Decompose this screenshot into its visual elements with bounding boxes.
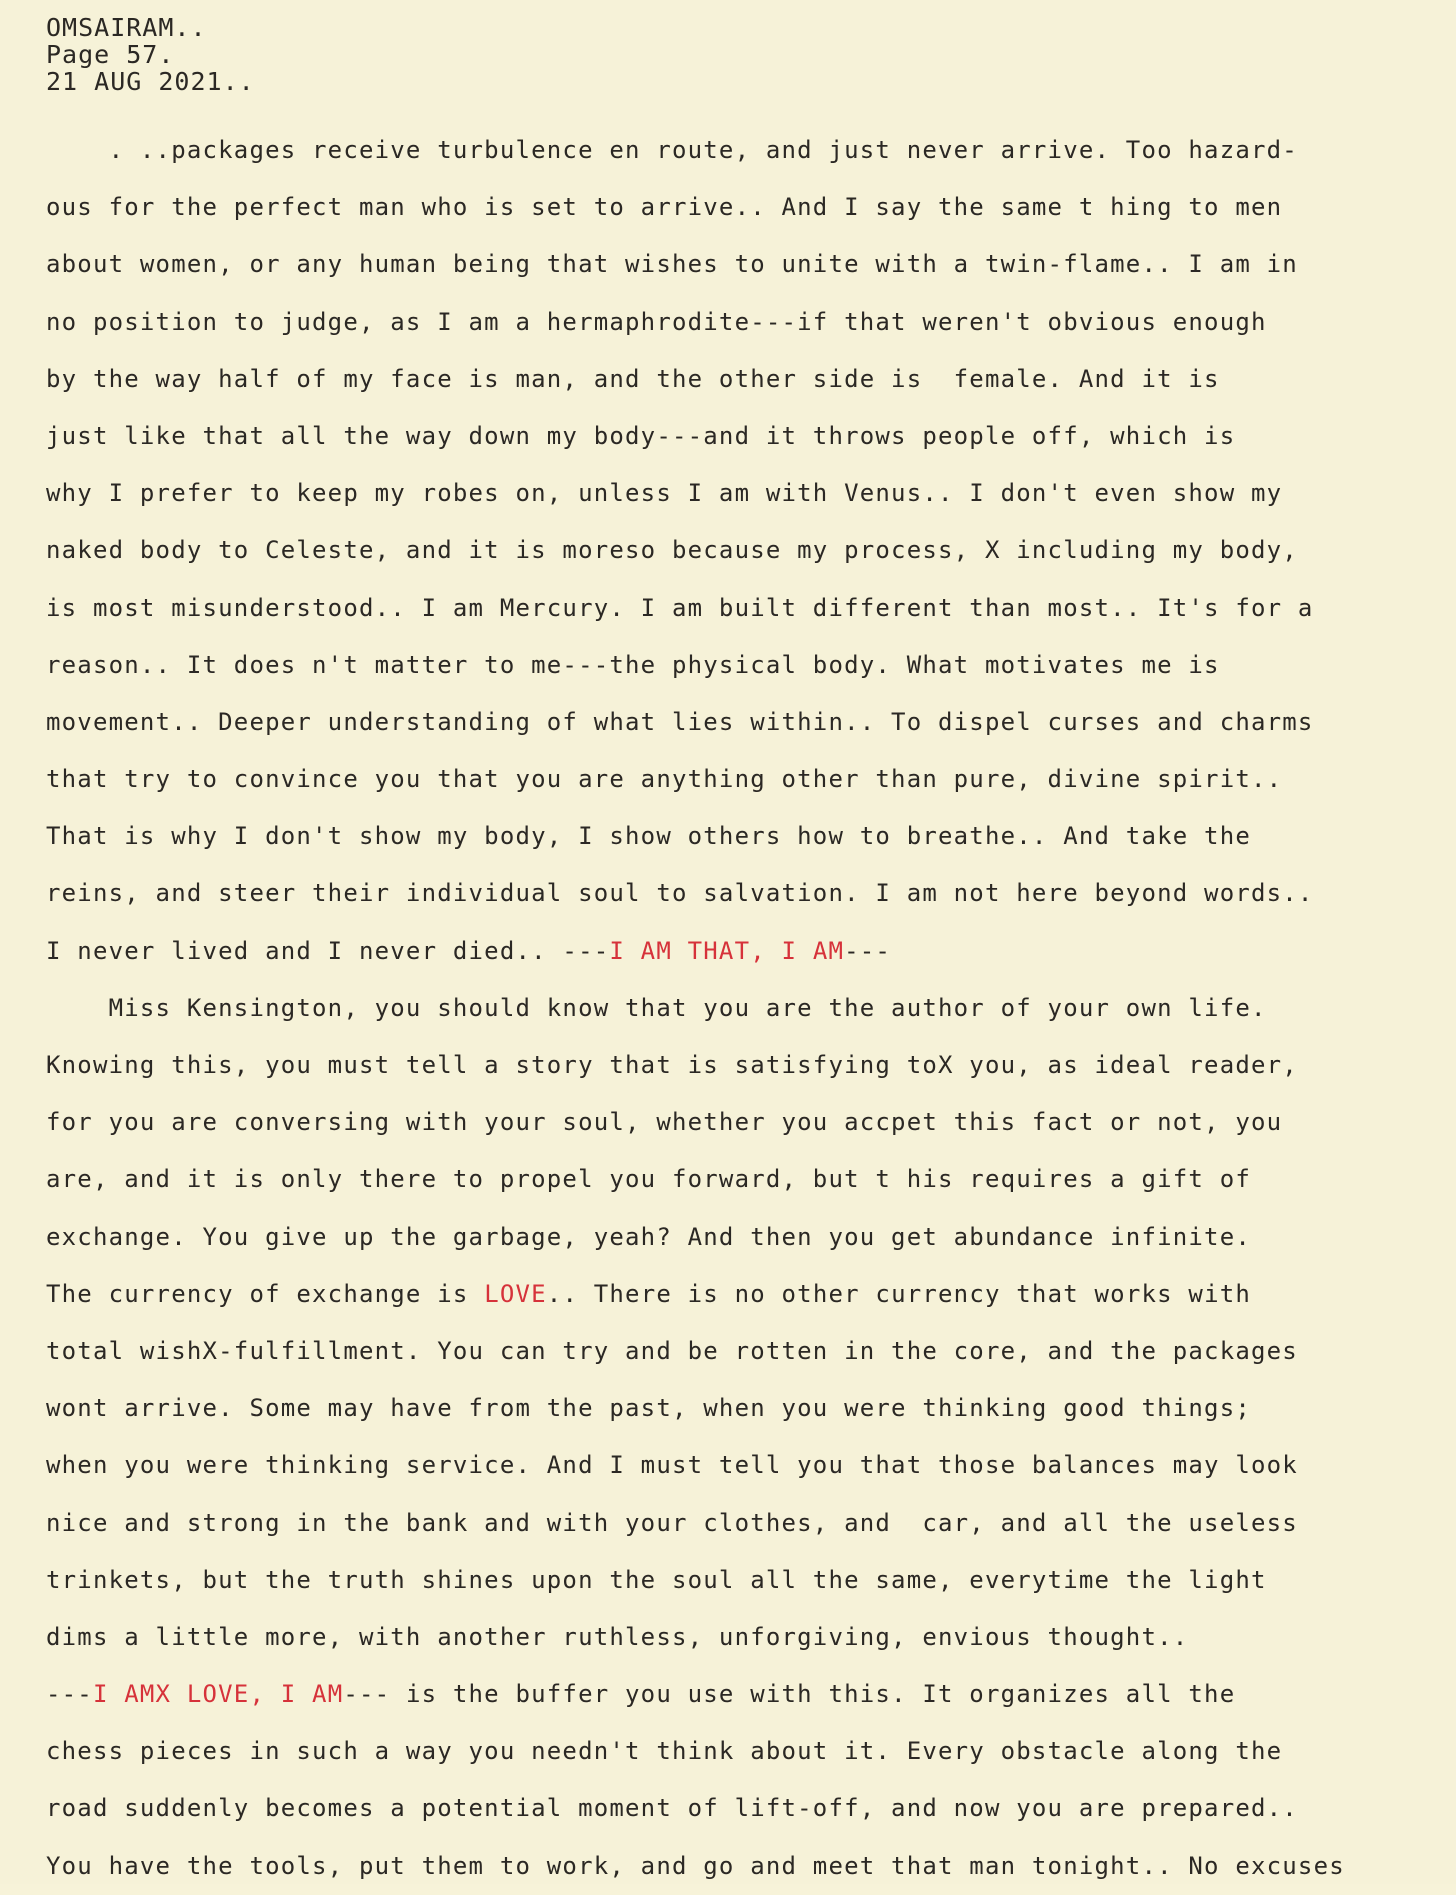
line-segment: --- [844, 936, 892, 965]
line-segment: The currency of exchange is [46, 1279, 485, 1308]
line-segment: when you were thinking service. And I must tell you that those balances may look [46, 1451, 1298, 1480]
line-segment: Miss Kensington, you should know that you are the author of your own life. [46, 993, 1267, 1022]
line-segment: trinkets, but the truth shines upon the soul all the same, everytime the light [46, 1565, 1267, 1594]
line-segment: I never lived and I never died.. --- [46, 936, 610, 965]
text-line [46, 1037, 1446, 1094]
text-line [46, 637, 1446, 694]
line-segment: --- is the buffer you use with this. It organizes all the [343, 1680, 1236, 1709]
text-line [46, 923, 1446, 980]
line-segment: nice and strong in the bank and with your clothes, and car, and all the useless [46, 1508, 1298, 1537]
red-ink-text: LOVE [484, 1279, 547, 1308]
text-line [46, 1552, 1446, 1609]
text-line [46, 1666, 1446, 1723]
line-segment: total wishX-fulfillment. You can try and be rotten in the core, and the packages [46, 1336, 1298, 1365]
text-line [46, 1380, 1446, 1437]
line-segment: That is why I don't show my body, I show others how to breathe.. And take the [46, 822, 1251, 851]
text-line [46, 1323, 1446, 1380]
red-ink-text: I AMX LOVE, I AM [92, 1680, 344, 1709]
line-segment: . ..packages receive turbulence en route, and just never arrive. Too hazard- [46, 136, 1298, 164]
text-line [46, 465, 1446, 522]
page-date: 21 AUG 2021.. [46, 67, 255, 96]
text-line [46, 179, 1446, 236]
page-header [46, 14, 255, 95]
red-ink-text: I AM THAT, I AM [609, 936, 845, 965]
line-segment: why I prefer to keep my robes on, unless I am with Venus.. I don't even show my [46, 479, 1283, 508]
text-line [46, 122, 1446, 179]
text-line [46, 580, 1446, 637]
line-segment: ous for the perfect man who is set to arrive.. And I say the same t hing to men [46, 193, 1283, 222]
body-text [46, 122, 1446, 1895]
text-line [46, 1723, 1446, 1780]
header-title: OMSAIRAM.. [46, 13, 207, 42]
page-number: Page 57. [46, 40, 175, 69]
line-segment: is most misunderstood.. I am Mercury. I am built different than most.. It's for a [46, 593, 1314, 622]
text-line [46, 980, 1446, 1037]
line-segment: just like that all the way down my body---and it throws people off, which is [46, 421, 1236, 450]
text-line [46, 408, 1446, 465]
line-segment: naked body to Celeste, and it is moreso because my process, X including my body, [46, 536, 1298, 565]
line-segment: by the way half of my face is man, and the other side is female. And it is [46, 364, 1220, 393]
text-line [46, 1094, 1446, 1151]
line-segment: .. There is no other currency that works with [546, 1279, 1252, 1308]
text-line [46, 751, 1446, 808]
text-line [46, 865, 1446, 922]
line-segment: chess pieces in such a way you needn't think about it. Every obstacle along the [46, 1737, 1283, 1766]
line-segment: no position to judge, as I am a hermaphrodite---if that weren't obvious enough [46, 307, 1267, 336]
text-line [46, 294, 1446, 351]
line-segment: are, and it is only there to propel you forward, but t his requires a gift of [46, 1165, 1251, 1194]
line-segment: wont arrive. Some may have from the past, when you were thinking good things; [46, 1394, 1251, 1423]
line-segment: --- [46, 1680, 93, 1709]
line-segment: dims a little more, with another ruthless, unforgiving, envious thought.. [46, 1622, 1189, 1651]
text-line [46, 1437, 1446, 1494]
line-segment: for you are conversing with your soul, whether you accpet this fact or not, you [46, 1108, 1283, 1137]
text-line [46, 522, 1446, 579]
text-line [46, 236, 1446, 293]
line-segment: reins, and steer their individual soul to salvation. I am not here beyond words.. [46, 879, 1314, 908]
text-line [46, 1209, 1446, 1266]
text-line [46, 694, 1446, 751]
line-segment: You have the tools, put them to work, and go and meet that man tonight.. No excuses [46, 1851, 1345, 1880]
line-segment: Knowing this, you must tell a story that is satisfying toX you, as ideal reader, [46, 1051, 1298, 1079]
text-line [46, 1151, 1446, 1208]
line-segment: movement.. Deeper understanding of what lies within.. To dispel curses and charms [46, 707, 1314, 736]
text-line [46, 351, 1446, 408]
text-line [46, 1609, 1446, 1666]
line-segment: about women, or any human being that wishes to unite with a twin-flame.. I am in [46, 250, 1298, 279]
line-segment: that try to convince you that you are anything other than pure, divine spirit.. [46, 765, 1283, 794]
text-line [46, 1838, 1446, 1895]
line-segment: exchange. You give up the garbage, yeah? And then you get abundance infinite. [46, 1222, 1251, 1251]
text-line [46, 1780, 1446, 1837]
line-segment: reason.. It does n't matter to me---the physical body. What motivates me is [46, 650, 1220, 679]
text-line [46, 1495, 1446, 1552]
line-segment: road suddenly becomes a potential moment of lift-off, and now you are prepared.. [46, 1794, 1298, 1823]
text-line [46, 1266, 1446, 1323]
text-line [46, 808, 1446, 865]
